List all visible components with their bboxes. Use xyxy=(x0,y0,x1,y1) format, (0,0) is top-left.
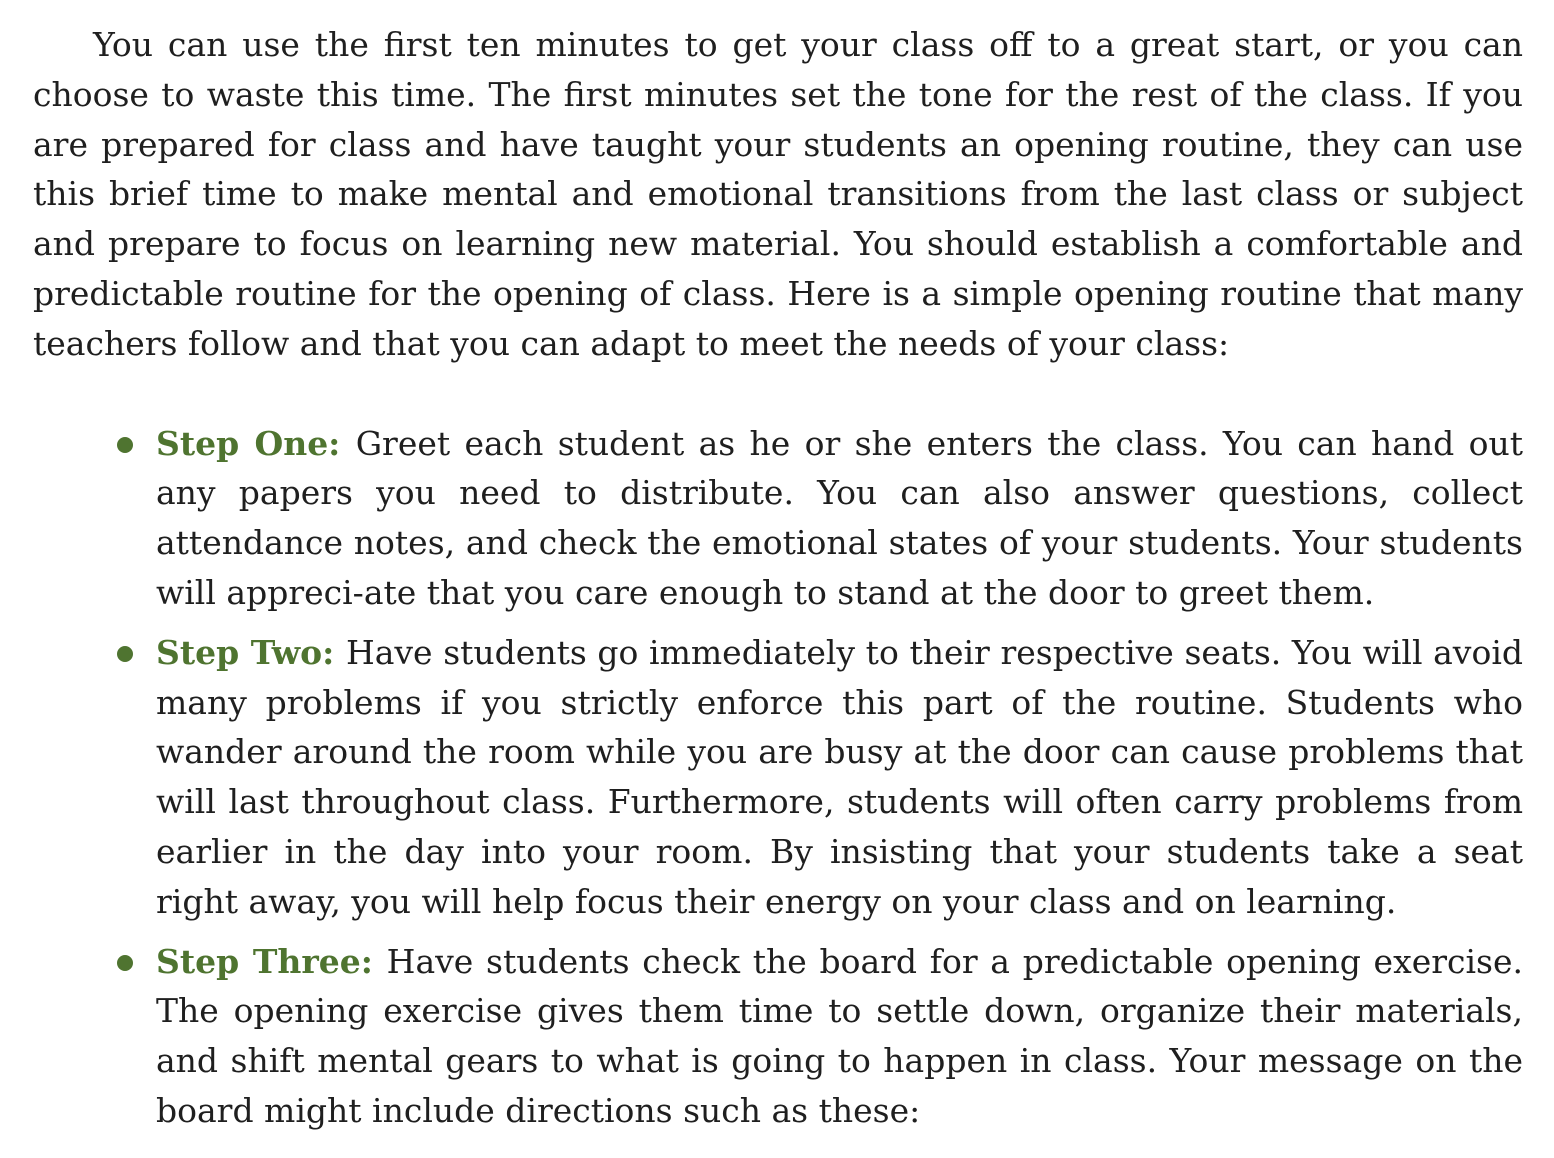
step-text: Have students check the board for a predictable opening exercise. The opening exercise gives them time to settle down, organize their materials, and shift mental gears to what is going to happen in class. Your message on the board might include directions such as these: xyxy=(156,941,1523,1130)
opening-routine-steps xyxy=(33,419,1523,1136)
document-page xyxy=(33,20,1523,1146)
bullet-icon xyxy=(117,955,133,971)
step-label: Step Three: xyxy=(156,941,387,981)
step-label: Step Two: xyxy=(156,632,346,672)
step-one-item xyxy=(156,419,1523,618)
step-label: Step One: xyxy=(156,423,356,463)
intro-paragraph: You can use the first ten minutes to get your class off to a great start, or you can choose to waste this time. The first minutes set the tone for the rest of the class. If you are prepared for class and have taught your students an opening routine, they can use this brief time to make mental and emotional transitions from the last class or subject and prepare to focus on learning new material. You should establish a comfortable and predictable routine for the opening of class. Here is a simple opening routine that many teachers follow and that you can adapt to meet the needs of your class: xyxy=(33,25,1523,363)
step-text: Greet each student as he or she enters the class. You can hand out any papers you need to distribute. You can also answer questions, collect attendance notes, and check the emotional states of your students. Your students will appreci-ate that you care enough to stand at the door to greet them. xyxy=(156,423,1523,612)
step-text: Have students go immediately to their respective seats. You will avoid many problems if you strictly enforce this part of the routine. Students who wander around the room while you are busy at the door can cause problems that will last throughout class. Furthermore, students will often carry problems from earlier in the day into your room. By insisting that your students take a seat right away, you will help focus their energy on your class and on learning. xyxy=(156,632,1524,921)
bullet-icon xyxy=(117,437,133,453)
step-three-item xyxy=(156,937,1523,1136)
step-two-item xyxy=(156,628,1523,927)
bullet-icon xyxy=(117,646,133,662)
